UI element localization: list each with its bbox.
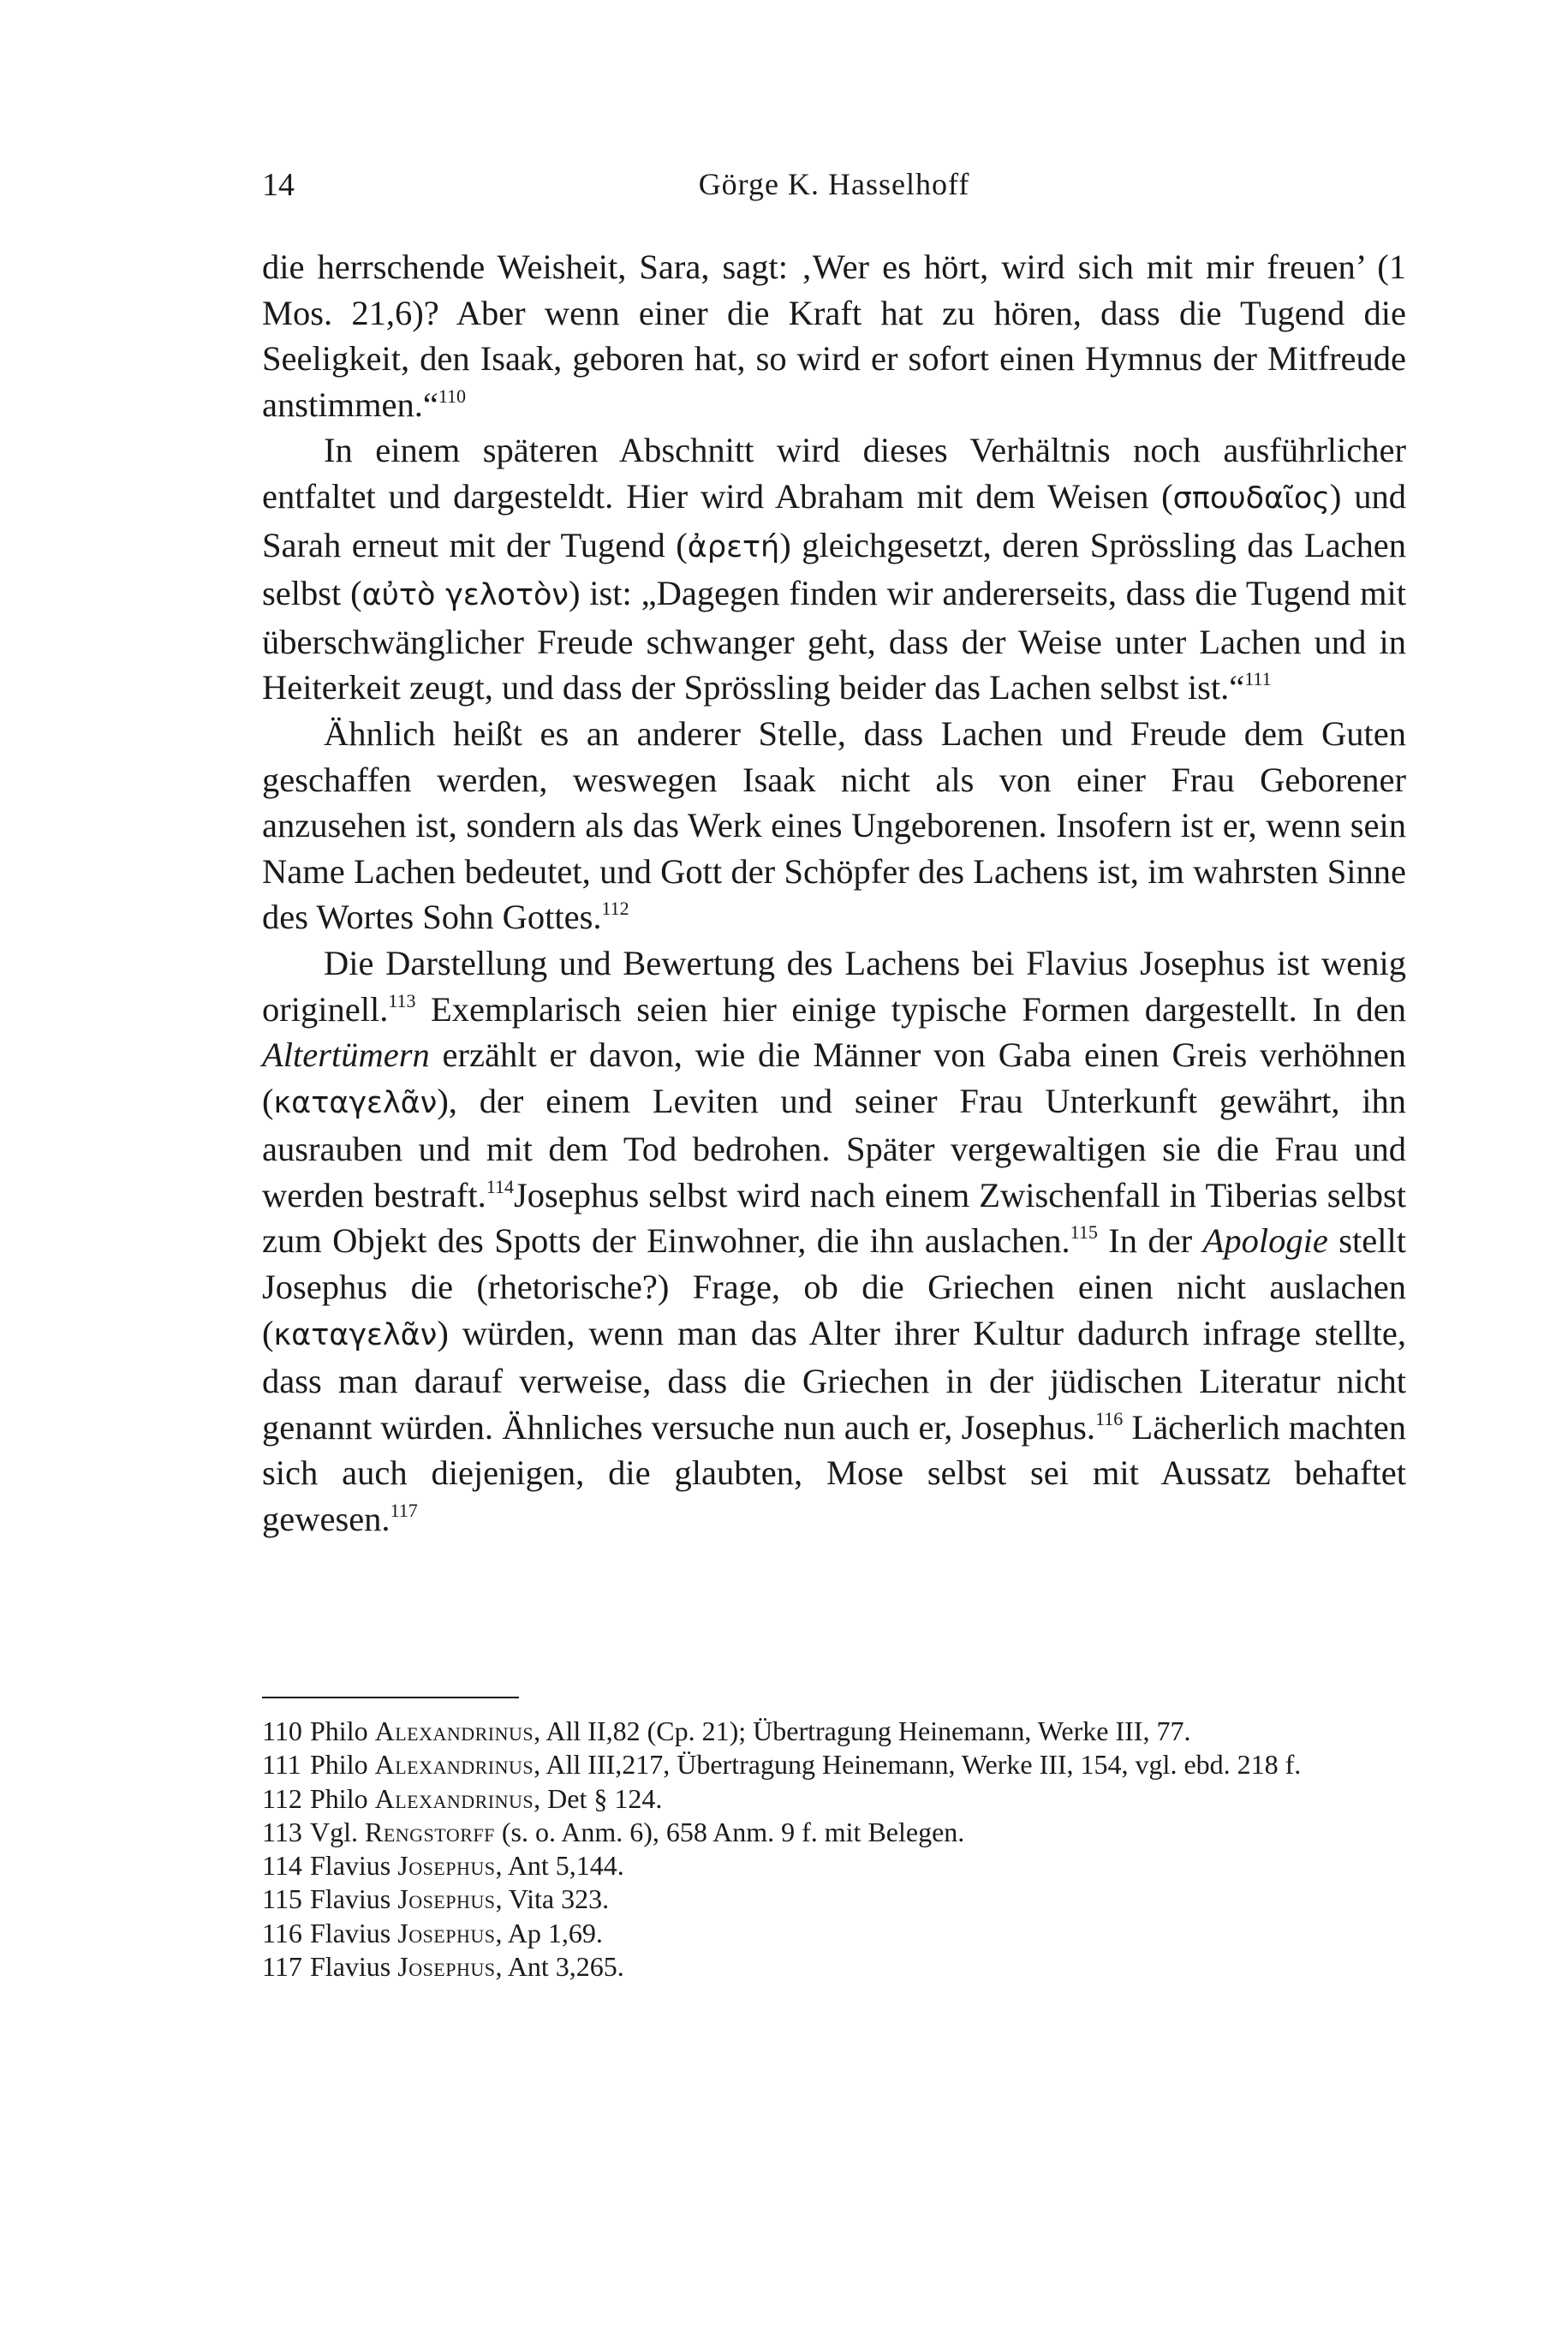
footnote	[262, 1782, 1406, 1816]
author-name: Alexandrinus	[374, 1749, 534, 1781]
greek-term: καταγελᾶν	[273, 1317, 438, 1352]
work-title: Apologie	[1202, 1221, 1328, 1261]
footnote-text: Flavius Josephus, Ant 5,144.	[310, 1850, 624, 1882]
footnote-number: 113	[262, 1816, 302, 1847]
footnote	[262, 1882, 1406, 1916]
paragraph-1	[262, 244, 1406, 427]
footnote-number: 111	[262, 1749, 301, 1781]
footnote-ref-110[interactable]: 110	[438, 385, 467, 407]
paragraph-text: ) gleichgesetzt, deren Sprössling das Lachen selbst (	[262, 525, 1406, 613]
footnote-number: 114	[262, 1850, 302, 1882]
paragraph-4	[262, 940, 1406, 1542]
author-name: Rengstorff	[365, 1816, 495, 1847]
paragraph-text: ) und Sarah erneut mit der Tugend (	[262, 476, 1406, 564]
author-name: Alexandrinus	[374, 1782, 534, 1814]
paragraph-2	[262, 427, 1406, 711]
footnote-ref-112[interactable]: 112	[601, 898, 629, 920]
author-name: Josephus	[397, 1883, 496, 1915]
footnotes	[262, 1715, 1406, 1984]
footnote-ref-113[interactable]: 113	[388, 989, 416, 1011]
paragraph-text: ) würden, wenn man das Alter ihrer Kultur dadurch infrage stellte, dass man darauf verweise, dass die Griechen in der jüdischen Literatur nicht genannt würden. Ähnliches versuche nun auch er, Josephus.	[262, 1313, 1406, 1447]
paragraph-text: stellt Josephus die (rhetorische?) Frage, ob die Griechen einen nicht auslachen (	[262, 1221, 1407, 1352]
page-number: 14	[262, 167, 295, 203]
footnote-text: Philo Alexandrinus, All III,217, Übertragung Heinemann, Werke III, 154, vgl. ebd. 218 f.	[310, 1749, 1302, 1781]
paragraph-text: In einem späteren Abschnitt wird dieses Verhältnis noch ausführlicher entfaltet und dargesteldt. Hier wird Abraham mit dem Weisen (	[262, 431, 1406, 516]
footnote-divider	[262, 1697, 519, 1698]
footnote-ref-114[interactable]: 114	[486, 1175, 514, 1197]
paragraph-text: Exemplarisch seien hier einige typische Formen dargestellt. In den	[415, 989, 1406, 1029]
paragraph-3	[262, 711, 1406, 940]
paragraph-text: Die Darstellung und Bewertung des Lachens bei Flavius Josephus ist wenig originell.	[262, 943, 1406, 1029]
footnote	[262, 1950, 1406, 1984]
footnote-number: 117	[262, 1951, 302, 1983]
footnote-ref-115[interactable]: 115	[1070, 1221, 1098, 1244]
footnote	[262, 1917, 1406, 1950]
footnote-text: Flavius Josephus, Ap 1,69.	[310, 1917, 603, 1948]
running-head	[262, 166, 1406, 211]
greek-term: καταγελᾶν	[273, 1085, 438, 1120]
footnote-number: 116	[262, 1917, 302, 1948]
footnote-text: Philo Alexandrinus, All II,82 (Cp. 21); Übertragung Heinemann, Werke III, 77.	[310, 1715, 1191, 1746]
footnote-ref-111[interactable]: 111	[1244, 668, 1272, 690]
footnote-ref-117[interactable]: 117	[390, 1500, 418, 1522]
paragraph-text: ) ist: „Dagegen finden wir andererseits, dass die Tugend mit überschwänglicher Freude schwanger geht, dass der Weise unter Lachen und in Heiterkeit zeugt, und dass der Sprössling beider das Lachen selbst ist.“	[262, 574, 1406, 707]
footnote	[262, 1748, 1406, 1781]
footnote-number: 115	[262, 1883, 302, 1915]
paragraph-text: Ähnlich heißt es an anderer Stelle, dass Lachen und Freude dem Guten geschaffen werden, weswegen Isaak nicht als von einer Frau Geborener anzusehen ist, sondern als das Werk eines Ungeborenen. Insofern ist er, wenn sein Name Lachen bedeutet, und Gott der Schöpfer des Lachens ist, im wahrsten Sinne des Wortes Sohn Gottes.	[262, 713, 1406, 937]
paragraph-text: erzählt er davon, wie die Männer von Gaba einen Greis verhöhnen (	[262, 1035, 1406, 1120]
author-name: Josephus	[397, 1917, 496, 1948]
body-text	[262, 244, 1406, 1542]
greek-term: σπουδαῖος	[1172, 480, 1330, 516]
footnote	[262, 1715, 1406, 1748]
footnote-ref-116[interactable]: 116	[1095, 1407, 1124, 1429]
author-name: Josephus	[397, 1850, 496, 1882]
footnote	[262, 1816, 1406, 1849]
author-name: Josephus	[397, 1951, 496, 1983]
running-title: Görge K. Hasselhoff	[698, 167, 970, 201]
paragraph-text: Lächerlich machten sich auch diejenigen, die glaubten, Mose selbst sei mit Aussatz behaftet gewesen.	[262, 1407, 1406, 1539]
footnote-text: Vgl. Rengstorff (s. o. Anm. 6), 658 Anm. 9 f. mit Belegen.	[310, 1816, 965, 1847]
footnote-text: Philo Alexandrinus, Det § 124.	[310, 1782, 663, 1814]
footnote-text: Flavius Josephus, Vita 323.	[310, 1883, 610, 1915]
greek-term: αὐτὸ γελοτὸν	[361, 578, 569, 613]
footnote-number: 110	[262, 1715, 302, 1746]
greek-term: ἀρετή	[687, 529, 780, 564]
footnote-text: Flavius Josephus, Ant 3,265.	[310, 1951, 624, 1983]
paragraph-text: ), der einem Leviten und seiner Frau Unterkunft gewährt, ihn ausrauben und mit dem Tod bedrohen. Später vergewaltigen sie die Frau und werden bestraft.	[262, 1081, 1406, 1214]
work-title: Altertümern	[262, 1035, 430, 1075]
paragraph-text: die herrschende Weisheit, Sara, sagt: ‚Wer es hört, wird sich mit mir freuen’ (1 Mos. 21,6)? Aber wenn einer die Kraft hat zu hören, dass die Tugend die Seeligkeit, den Isaak, geboren hat, so wird er sofort einen Hymnus der Mitfreude anstimmen.“	[262, 248, 1406, 424]
footnote-number: 112	[262, 1782, 302, 1814]
paragraph-text: In der	[1097, 1221, 1203, 1261]
author-name: Alexandrinus	[374, 1715, 534, 1746]
paragraph-text: Josephus selbst wird nach einem Zwischenfall in Tiberias selbst zum Objekt des Spotts der Einwohner, die ihn auslachen.	[262, 1175, 1406, 1261]
footnote	[262, 1849, 1406, 1882]
